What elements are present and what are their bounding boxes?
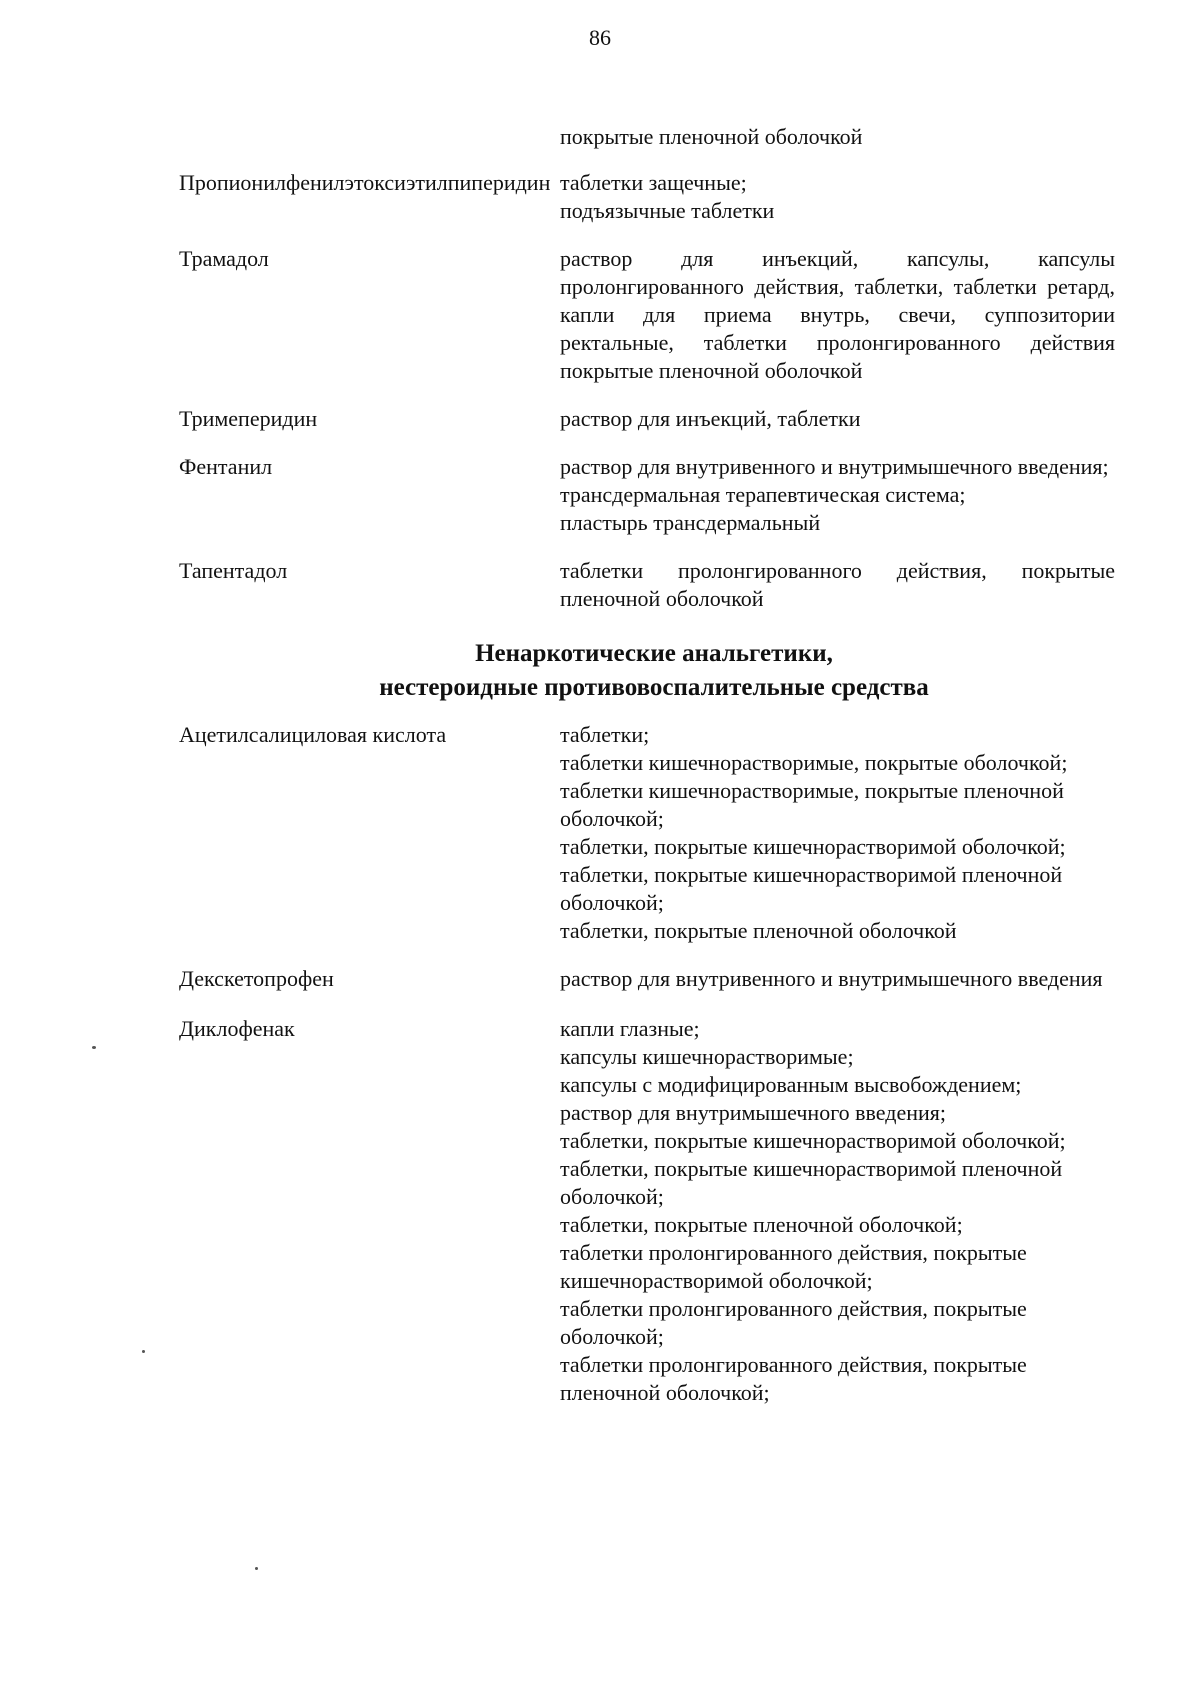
- drug-name: Ацетилсалициловая кислота: [179, 722, 447, 747]
- dosage-form: таблетки пролонгированного действия, покрытые кишечнорастворимой оболочкой;: [560, 1240, 1027, 1293]
- dosage-form: капсулы с модифицированным высвобождением;: [560, 1072, 1022, 1097]
- dosage-form: таблетки пролонгированного действия, покрытые пленочной оболочкой;: [560, 1352, 1027, 1405]
- dosage-form: раствор для инъекций, таблетки: [560, 406, 861, 431]
- scan-speck: [92, 1046, 96, 1049]
- drug-name: Тримеперидин: [179, 406, 318, 431]
- drug-entry: [179, 453, 1129, 537]
- scan-speck: [142, 1350, 145, 1353]
- dosage-forms: [560, 965, 1115, 993]
- drug-entry: [179, 245, 1129, 385]
- dosage-form: таблетки, покрытые кишечнорастворимой пленочной оболочкой;: [560, 1156, 1063, 1209]
- dosage-form: раствор для внутривенного и внутримышечного введения;: [560, 454, 1109, 479]
- dosage-forms: [560, 405, 1115, 433]
- drug-entry-continuation: [179, 123, 1129, 151]
- drug-name: [179, 123, 560, 151]
- dosage-forms: [560, 1015, 1115, 1407]
- drug-entry: [179, 405, 1129, 433]
- drug-entry: [179, 1015, 1129, 1407]
- dosage-form: таблетки, покрытые кишечнорастворимой оболочкой;: [560, 834, 1066, 859]
- drug-entry: [179, 721, 1129, 945]
- dosage-form: таблетки, покрытые кишечнорастворимой пленочной оболочкой;: [560, 862, 1063, 915]
- dosage-form: раствор для внутримышечного введения;: [560, 1100, 947, 1125]
- dosage-form: покрытые пленочной оболочкой: [560, 124, 863, 149]
- drug-name: Тапентадол: [179, 558, 288, 583]
- drug-entry: [179, 169, 1129, 225]
- dosage-form: таблетки защечные;: [560, 170, 747, 195]
- dosage-form: таблетки, покрытые кишечнорастворимой оболочкой;: [560, 1128, 1066, 1153]
- drug-name: Пропионилфенилэтоксиэтилпиперидин: [179, 170, 551, 195]
- dosage-form: таблетки кишечнорастворимые, покрытые оболочкой;: [560, 750, 1068, 775]
- drug-entry: [179, 557, 1129, 613]
- section-title-line: Ненаркотические анальгетики,: [475, 640, 833, 667]
- dosage-form: таблетки, покрытые пленочной оболочкой: [560, 918, 957, 943]
- dosage-forms: [560, 557, 1115, 613]
- drug-entry: [179, 965, 1129, 993]
- drug-name: Трамадол: [179, 246, 269, 271]
- dosage-forms: [560, 169, 1115, 225]
- dosage-form: таблетки кишечнорастворимые, покрытые пленочной оболочкой;: [560, 778, 1064, 831]
- dosage-form: трансдермальная терапевтическая система;: [560, 482, 966, 507]
- dosage-form: капсулы кишечнорастворимые;: [560, 1044, 854, 1069]
- dosage-form: капли глазные;: [560, 1016, 700, 1041]
- dosage-form: таблетки пролонгированного действия, покрытые пленочной оболочкой: [560, 558, 1115, 611]
- section-title-line: нестероидные противовоспалительные средства: [379, 674, 929, 701]
- section-title: [179, 637, 1129, 705]
- dosage-forms: [560, 721, 1115, 945]
- drug-name: Декскетопрофен: [179, 966, 334, 991]
- dosage-form: таблетки;: [560, 722, 650, 747]
- dosage-form: раствор для инъекций, капсулы, капсулы пролонгированного действия, таблетки, таблетки ретард, капли для приема внутрь, свечи, суппозитории ректальные, таблетки пролонгированного действия покрытые пленочной оболочкой: [560, 246, 1115, 383]
- scan-speck: [255, 1567, 258, 1570]
- dosage-form: раствор для внутривенного и внутримышечного введения: [560, 966, 1103, 991]
- dosage-forms: [560, 123, 1115, 151]
- drug-name: Диклофенак: [179, 1016, 295, 1041]
- drug-list: [179, 123, 1129, 1407]
- drug-name: Фентанил: [179, 454, 273, 479]
- dosage-form: таблетки пролонгированного действия, покрытые оболочкой;: [560, 1296, 1027, 1349]
- dosage-forms: [560, 453, 1115, 537]
- dosage-forms: [560, 245, 1115, 385]
- dosage-form: пластырь трансдермальный: [560, 510, 821, 535]
- dosage-form: таблетки, покрытые пленочной оболочкой;: [560, 1212, 963, 1237]
- page-number: 86: [589, 25, 611, 50]
- dosage-form: подъязычные таблетки: [560, 198, 775, 223]
